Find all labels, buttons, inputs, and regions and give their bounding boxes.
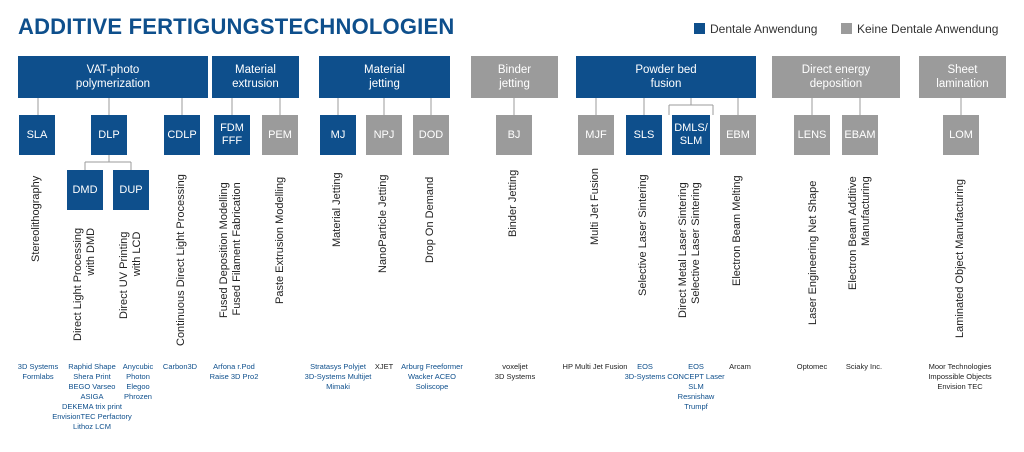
- name-cdlp: Continuous Direct Light Processing: [175, 174, 187, 346]
- makers-dup: Anycubic Photon Elegoo Phrozen: [122, 362, 154, 401]
- name-mj: Material Jetting: [331, 172, 343, 247]
- name-dod: Drop On Demand: [424, 176, 436, 263]
- tech-cdlp: CDLP: [164, 115, 200, 155]
- makers-dlp: Raphid Shape Shera Print BEGO Varseo ASIGA DEKEMA trix print EnvisionTEC Perfactory Lithoz LCM: [52, 362, 132, 431]
- makers-mjf: HP Multi Jet Fusion: [562, 362, 628, 371]
- makers-fdm-fff: Arfona r.Pod Raise 3D Pro2: [209, 362, 259, 381]
- makers-npj: XJET: [374, 362, 394, 371]
- name-mjf: Multi Jet Fusion: [589, 167, 601, 245]
- name-dmls-slm: Direct Metal Laser Sintering Selective Laser Sintering: [677, 182, 702, 318]
- category-powder-bed-fusion: Powder bed fusion: [576, 56, 756, 98]
- category-material-extrusion: Material extrusion: [212, 56, 299, 98]
- makers-lom: Moor Technologies Impossible Objects Envision TEC: [928, 362, 992, 391]
- category-sheet-lamination: Sheet lamination: [919, 56, 1006, 98]
- tech-mjf: MJF: [578, 115, 614, 155]
- tech-ebm: EBM: [720, 115, 756, 155]
- makers-ebm: Arcam: [729, 362, 751, 371]
- category-material-jetting: Material jetting: [319, 56, 450, 98]
- name-npj: NanoParticle Jetting: [377, 174, 389, 273]
- category-binder-jetting: Binder jetting: [471, 56, 558, 98]
- tech-lens: LENS: [794, 115, 830, 155]
- category-vat-photopolymerization: VAT-photo polymerization: [18, 56, 208, 98]
- makers-dod: Arburg Freeformer Wacker ACEO Soliscope: [401, 362, 463, 391]
- legend-dental-label: Dentale Anwendung: [710, 22, 818, 36]
- legend-non-dental-label: Keine Dentale Anwendung: [857, 22, 999, 36]
- name-ebm: Electron Beam Melting: [731, 175, 743, 286]
- makers-lens: Optomec: [796, 362, 828, 371]
- category-direct-energy-deposition: Direct energy deposition: [772, 56, 900, 98]
- makers-sla: 3D Systems Formlabs: [17, 362, 59, 381]
- makers-mj: Stratasys Polyjet 3D-Systems Multijet Mimaki: [304, 362, 372, 391]
- makers-ebam: Sciaky Inc.: [845, 362, 883, 371]
- diagram-title: ADDITIVE FERTIGUNGSTECHNOLOGIEN: [18, 14, 455, 39]
- tech-dmls-slm: DMLS/ SLM: [672, 115, 710, 155]
- tech-npj: NPJ: [366, 115, 402, 155]
- makers-cdlp: Carbon3D: [162, 362, 198, 371]
- tech-bj: BJ: [496, 115, 532, 155]
- name-ebam: Electron Beam Additive Manufacturing: [847, 176, 872, 290]
- tech-dup: DUP: [113, 170, 149, 210]
- makers-dmls-slm: EOS CONCEPT Laser SLM Resnishaw Trumpf: [667, 362, 725, 411]
- tech-mj: MJ: [320, 115, 356, 155]
- tech-pem: PEM: [262, 115, 298, 155]
- name-lens: Laser Engineering Net Shape: [807, 180, 819, 325]
- tech-ebam: EBAM: [842, 115, 878, 155]
- name-fdm-fff: Fused Deposition Modelling Fused Filament Fabrication: [218, 182, 243, 318]
- name-dup: Direct UV Printing with LCD: [118, 231, 143, 319]
- tech-sls: SLS: [626, 115, 662, 155]
- tech-sla: SLA: [19, 115, 55, 155]
- makers-sls: EOS 3D-Systems: [624, 362, 666, 381]
- makers-bj: voxeljet 3D Systems: [494, 362, 536, 381]
- name-sls: Selective Laser Sintering: [637, 174, 649, 296]
- tech-dlp: DLP: [91, 115, 127, 155]
- tech-fdm-fff: FDM FFF: [214, 115, 250, 155]
- name-dmd: Direct Light Processing with DMD: [72, 227, 97, 341]
- tech-lom: LOM: [943, 115, 979, 155]
- name-pem: Paste Extrusion Modelling: [274, 176, 286, 304]
- name-sla: Stereolithography: [30, 175, 42, 262]
- name-lom: Laminated Object Manufacturing: [954, 179, 966, 338]
- tech-dmd: DMD: [67, 170, 103, 210]
- tech-dod: DOD: [413, 115, 449, 155]
- name-bj: Binder Jetting: [507, 169, 519, 237]
